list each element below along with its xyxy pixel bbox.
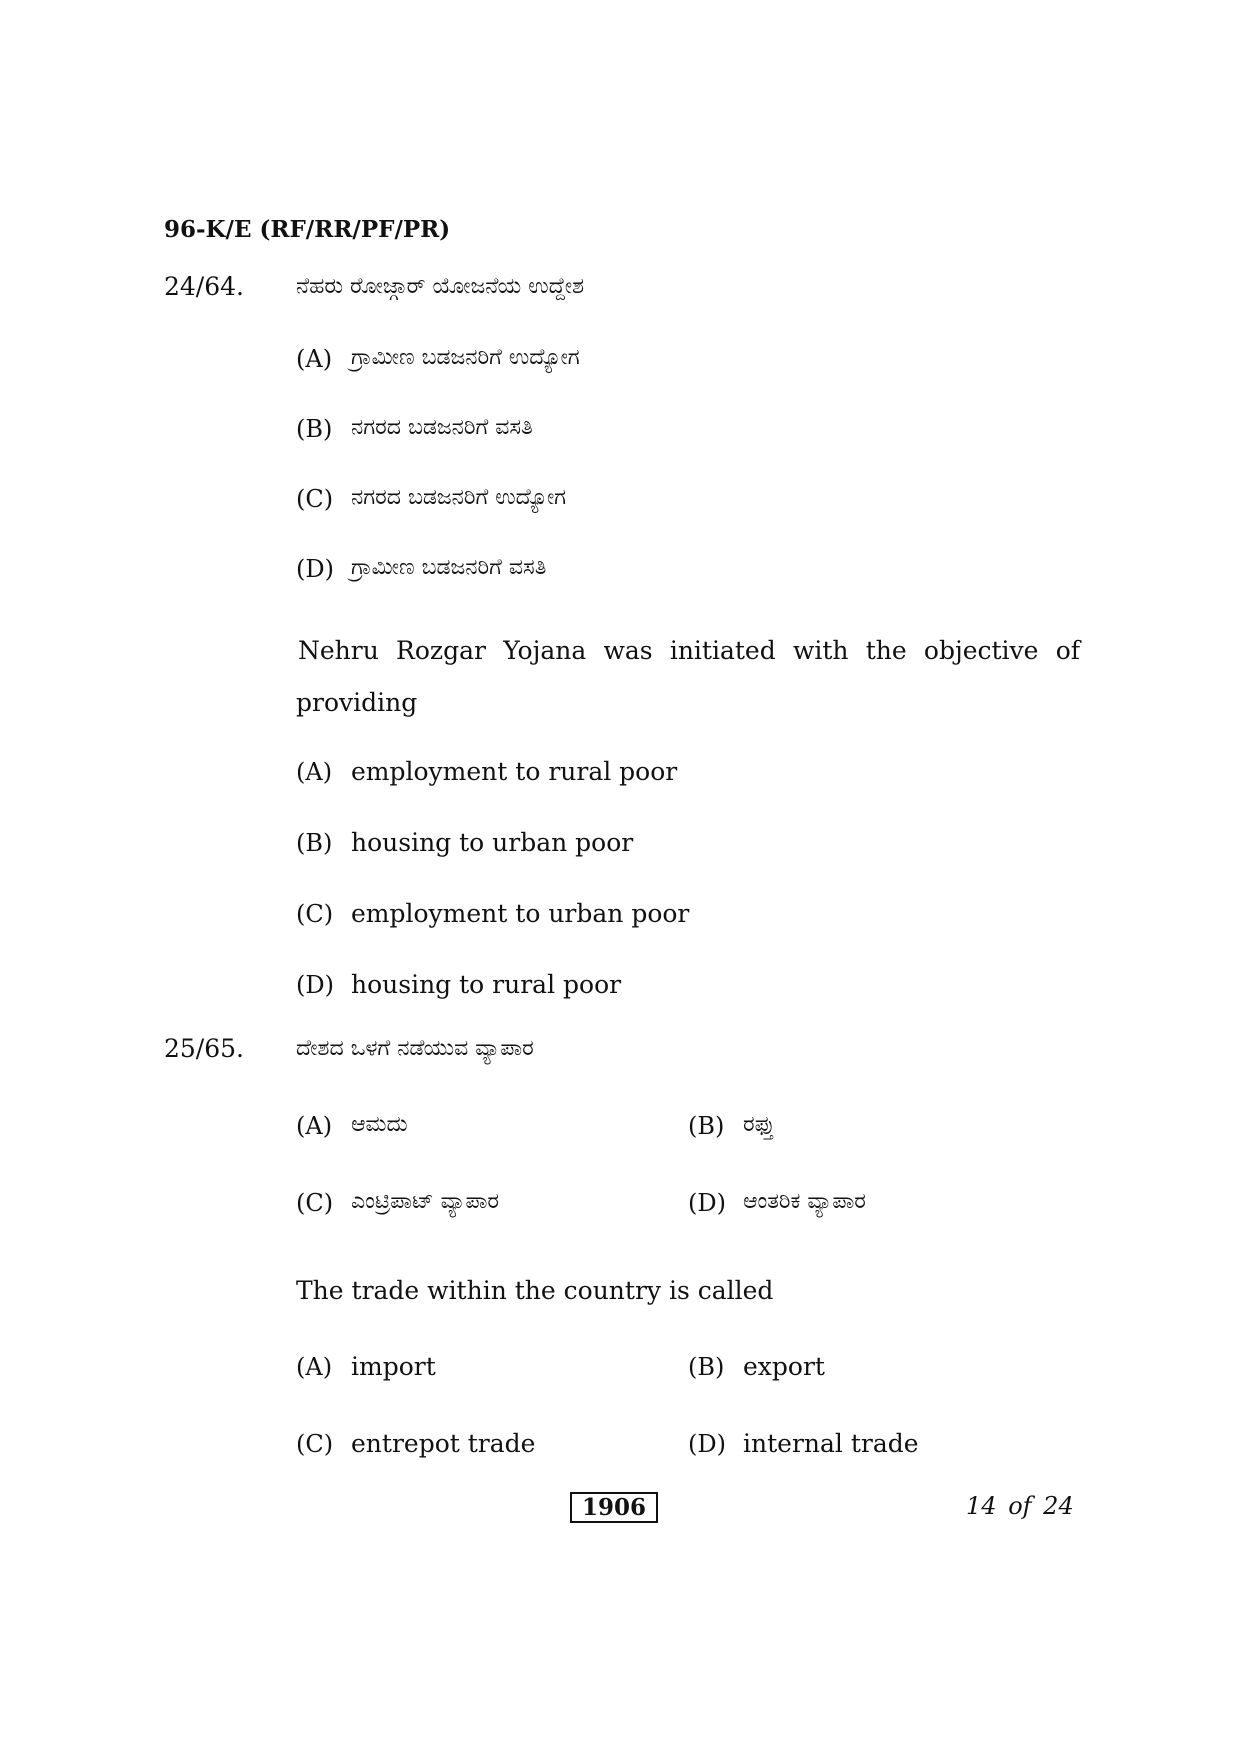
- option-text-english: internal trade: [743, 1429, 919, 1458]
- option-label: (B): [296, 415, 333, 443]
- question-stem-kannada: ದೇಶದ ಒಳಗೆ ನಡೆಯುವ ವ್ಯಾಪಾರ: [296, 1036, 534, 1061]
- question-stem-english-line1: Nehru Rozgar Yojana was initiated with the objective of: [298, 636, 1080, 665]
- option-text-kannada: ಆಮದು: [351, 1112, 408, 1137]
- option-text-english: housing to urban poor: [351, 828, 634, 857]
- option-text-kannada: ಎಂಟ್ರಿಪಾಟ್ ವ್ಯಾಪಾರ: [351, 1189, 500, 1214]
- option-text-kannada: ನಗರದ ಬಡಜನರಿಗೆ ವಸತಿ: [351, 415, 533, 440]
- option-label: (B): [688, 1353, 725, 1381]
- option-label: (A): [296, 1353, 333, 1381]
- question-stem-english-line2: providing: [296, 688, 418, 717]
- option-label: (B): [688, 1112, 725, 1140]
- option-text-kannada: ಆಂತರಿಕ ವ್ಯಾಪಾರ: [743, 1189, 866, 1214]
- booklet-code-box: 1906: [570, 1492, 658, 1523]
- question-stem-english: The trade within the country is called: [296, 1276, 774, 1305]
- page-current: 14: [966, 1492, 997, 1520]
- option-text-english: employment to urban poor: [351, 899, 690, 928]
- option-text-english: housing to rural poor: [351, 970, 622, 999]
- option-label: (C): [296, 900, 334, 928]
- option-label: (A): [296, 758, 333, 786]
- page-of-word: of: [1008, 1492, 1032, 1520]
- option-label: (C): [296, 1189, 334, 1217]
- question-number: 25/65.: [164, 1034, 244, 1063]
- option-label: (A): [296, 1112, 333, 1140]
- option-text-kannada: ರಫ್ತು: [743, 1112, 775, 1137]
- option-label: (C): [296, 485, 334, 513]
- option-text-english: import: [351, 1352, 436, 1381]
- option-label: (D): [688, 1189, 726, 1217]
- question-stem-kannada: ನೆಹರು ರೋಜ್ಗಾರ್ ಯೋಜನೆಯ ಉದ್ದೇಶ: [296, 274, 585, 299]
- option-text-kannada: ಗ್ರಾಮೀಣ ಬಡಜನರಿಗೆ ಉದ್ಯೋಗ: [351, 345, 580, 370]
- option-label: (B): [296, 829, 333, 857]
- question-number: 24/64.: [164, 272, 244, 301]
- option-text-english: export: [743, 1352, 825, 1381]
- option-label: (D): [296, 971, 334, 999]
- option-label: (A): [296, 345, 333, 373]
- option-label: (D): [688, 1430, 726, 1458]
- option-text-english: entrepot trade: [351, 1429, 536, 1458]
- option-text-kannada: ಗ್ರಾಮೀಣ ಬಡಜನರಿಗೆ ವಸತಿ: [351, 555, 547, 580]
- option-label: (D): [296, 555, 334, 583]
- option-label: (C): [296, 1430, 334, 1458]
- paper-code: 96-K/E (RF/RR/PF/PR): [164, 216, 451, 243]
- page-indicator: [966, 1492, 1074, 1520]
- page-total: 24: [1043, 1492, 1074, 1520]
- option-text-english: employment to rural poor: [351, 757, 678, 786]
- option-text-kannada: ನಗರದ ಬಡಜನರಿಗೆ ಉದ್ಯೋಗ: [351, 485, 567, 510]
